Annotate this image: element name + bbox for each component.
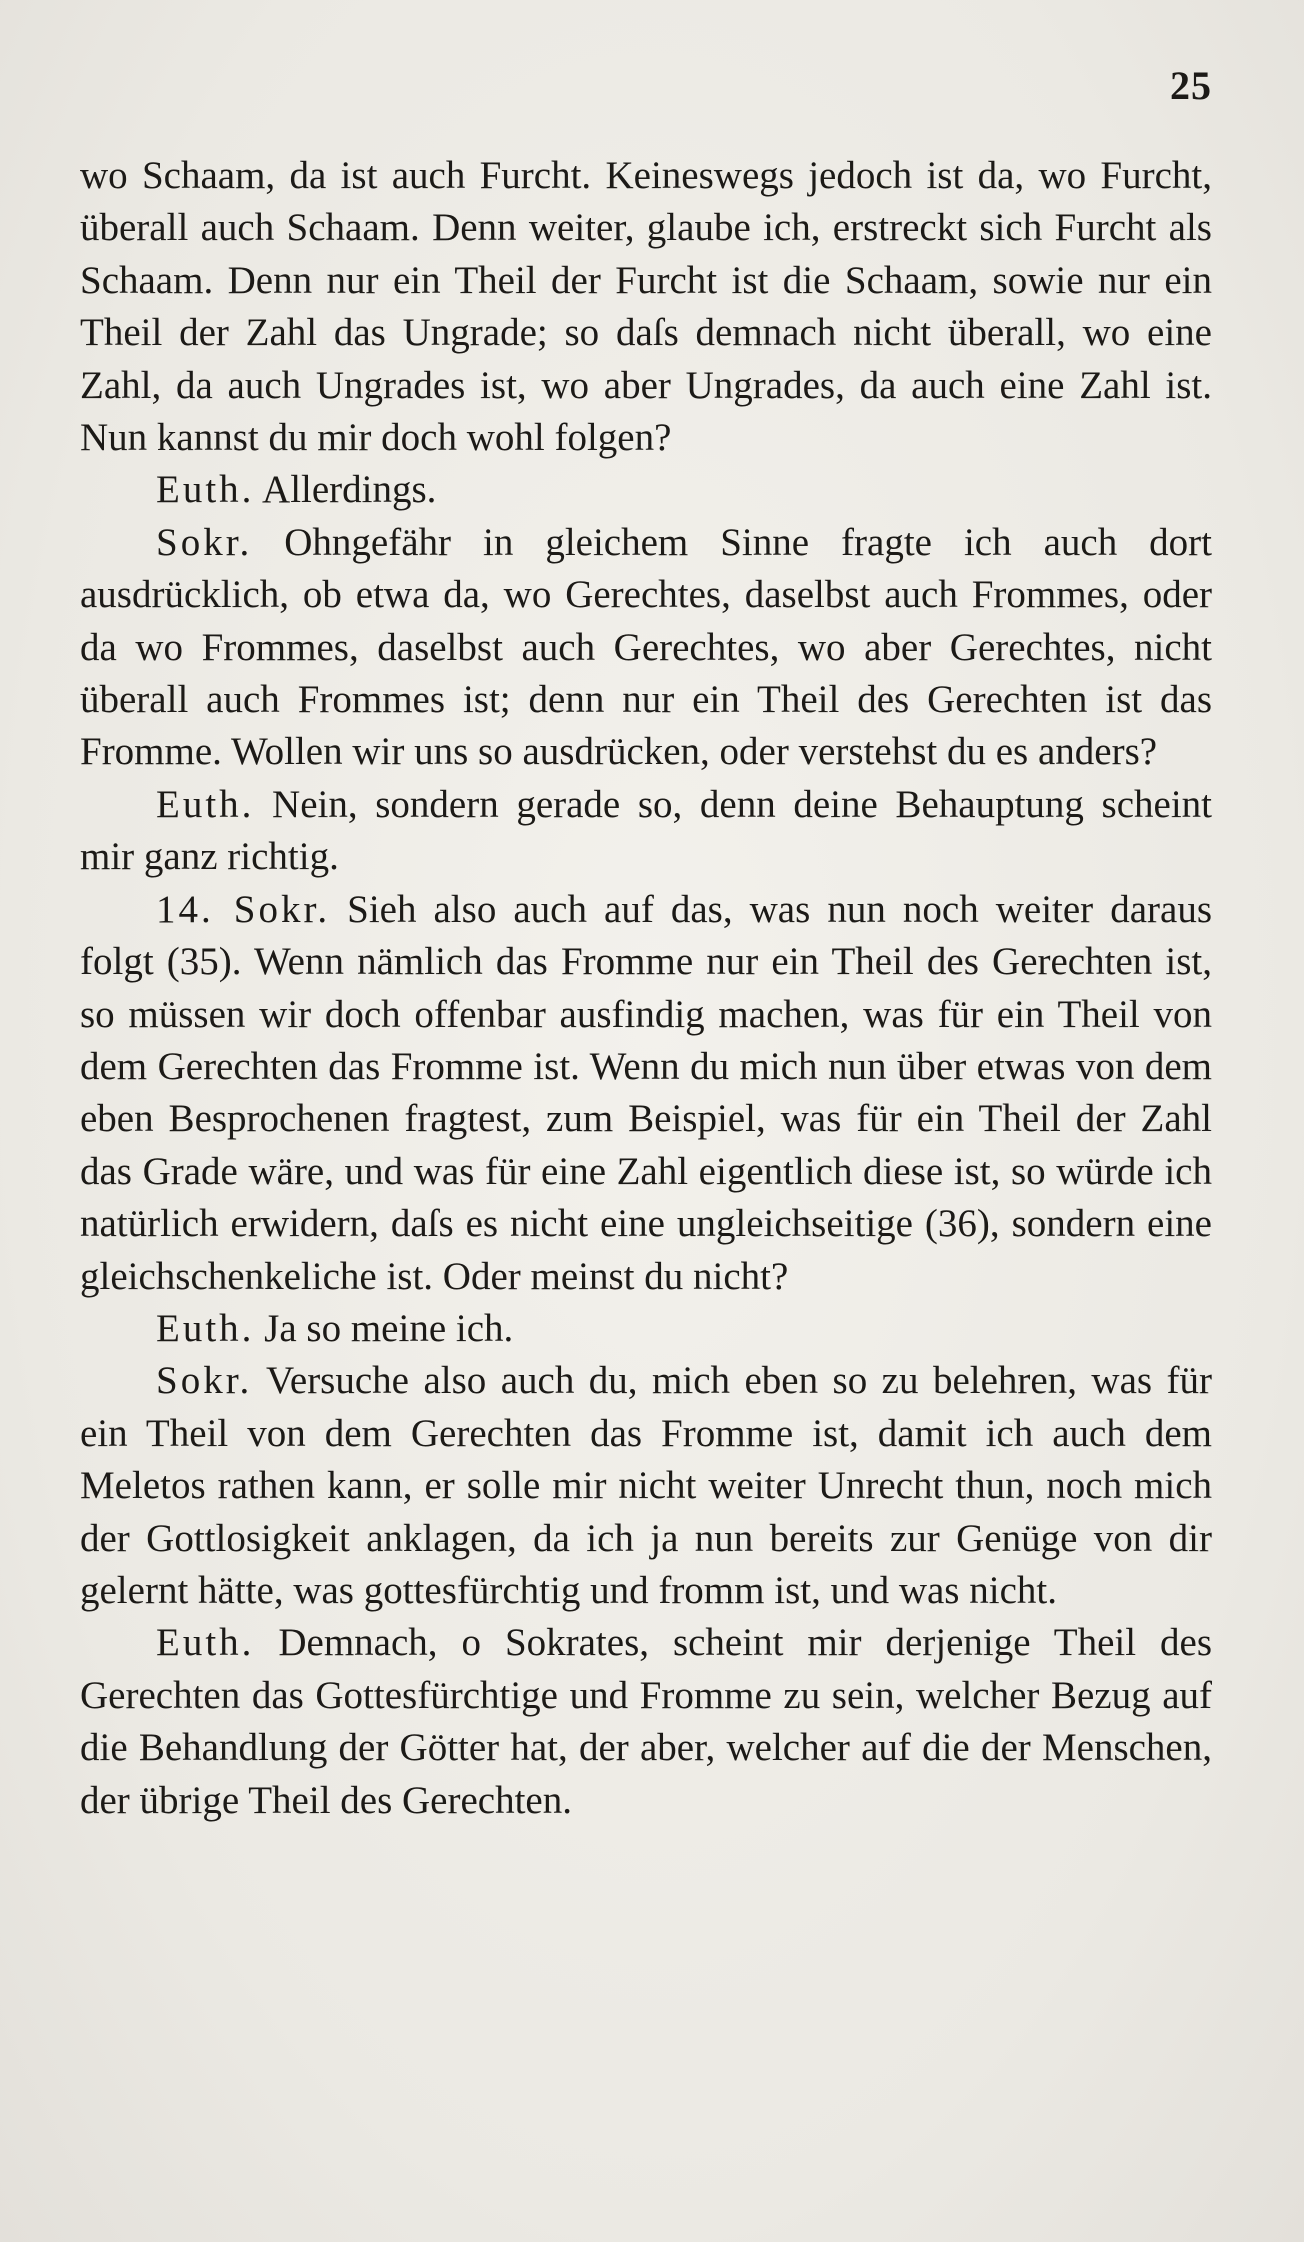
body-text xyxy=(80,150,1212,1827)
paragraph xyxy=(80,464,1212,516)
paragraph-text: Ja so meine ich. xyxy=(264,1306,514,1350)
paragraph xyxy=(80,1303,1212,1355)
paragraph-text: Demnach, o Sokrates, scheint mir derjenige Theil des Gerechten das Gottesfürchtige und Fromme zu sein, welcher Bezug auf die Behandlung der Götter hat, der aber, welcher auf die der Menschen, der übrige Theil des Gerechten. xyxy=(80,1621,1213,1822)
speaker-label: Euth. xyxy=(156,1306,255,1350)
speaker-label: Sokr. xyxy=(156,1359,253,1403)
speaker-label: Euth. xyxy=(156,468,255,512)
paragraph-text: wo Schaam, da ist auch Furcht. Keineswegs jedoch ist da, wo Furcht, überall auch Schaam. Denn weiter, glaube ich, erstreckt sich Furcht als Schaam. Denn nur ein Theil der Furcht ist die Schaam, sowie nur ein Theil der Zahl das Ungrade; so daſs demnach nicht überall, wo eine Zahl, da auch Ungrades ist, wo aber Ungrades, da auch eine Zahl ist. Nun kannst du mir doch wohl folgen? xyxy=(80,154,1212,460)
paragraph xyxy=(80,150,1212,464)
speaker-label: 14. Sokr. xyxy=(156,887,331,931)
speaker-label: Euth. xyxy=(156,1621,255,1665)
paragraph xyxy=(80,779,1212,884)
paragraph xyxy=(80,1617,1212,1827)
paragraph xyxy=(80,517,1212,779)
paragraph-text: Sieh also auch auf das, was nun noch weiter daraus folgt (35). Wenn nämlich das Fromme nur ein Theil des Gerechten ist, so müssen wir doch offenbar ausfindig machen, was für ein Theil von dem Gerechten das Fromme ist. Wenn du mich nun über etwas von dem eben Besprochenen fragtest, zum Beispiel, was für ein Theil der Zahl das Grade wäre, und was für eine Zahl eigentlich diese ist, so würde ich natürlich erwidern, daſs es nicht eine ungleichseitige (36), sondern eine gleichschenkeliche ist. Oder meinst du nicht? xyxy=(80,887,1212,1298)
speaker-label: Sokr. xyxy=(156,520,253,564)
paragraph-text: Nein, sondern gerade so, denn deine Behauptung scheint mir ganz richtig. xyxy=(80,782,1212,879)
speaker-label: Euth. xyxy=(156,782,255,826)
paragraph-text: Allerdings. xyxy=(262,468,437,512)
page-number: 25 xyxy=(1170,63,1212,108)
paragraph-text: Ohngefähr in gleichem Sinne fragte ich auch dort ausdrücklich, ob etwa da, wo Gerechtes, daselbst auch Frommes, oder da wo Frommes, daselbst auch Gerechtes, wo aber Gerechtes, nicht überall auch Frommes ist; denn nur ein Theil des Gerechten ist das Fromme. Wollen wir uns so ausdrücken, oder verstehst du es anders? xyxy=(80,520,1213,774)
paragraph xyxy=(80,884,1212,1303)
paragraph-text: Versuche also auch du, mich eben so zu belehren, was für ein Theil von dem Gerechten das Fromme ist, damit ich auch dem Meletos rathen kann, er solle mir nicht weiter Unrecht thun, noch mich der Gottlosigkeit anklagen, da ich ja nun bereits zur Genüge von dir gelernt hätte, was gottesfürchtig und fromm ist, und was nicht. xyxy=(80,1359,1212,1612)
paragraph xyxy=(80,1355,1212,1617)
